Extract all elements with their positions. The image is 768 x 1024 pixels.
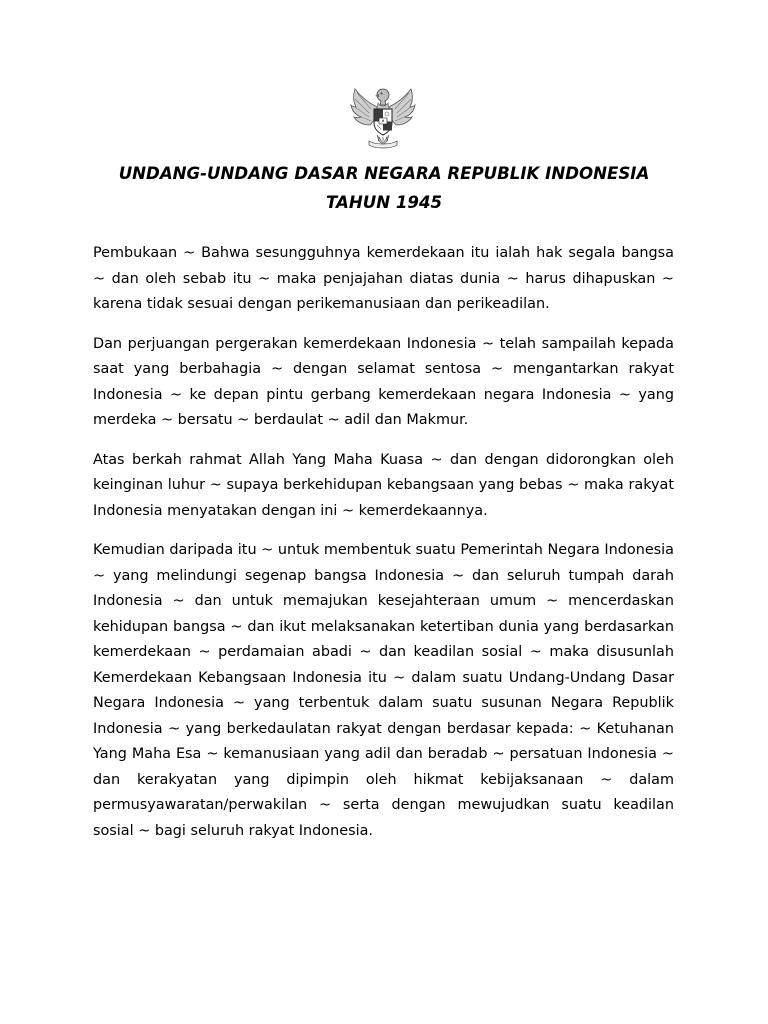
- title-line-2: TAHUN 1945: [325, 193, 443, 212]
- paragraph-preamble-1: Pembukaan ~ Bahwa sesungguhnya kemerdekaan itu ialah hak segala bangsa ~ dan oleh sebab itu ~ maka penjajahan diatas dunia ~ harus dihapuskan ~ karena tidak sesuai dengan perikemanusiaan dan perikeadilan.: [93, 245, 674, 312]
- paragraph-preamble-3: Atas berkah rahmat Allah Yang Maha Kuasa ~ dan dengan didorongkan oleh keinginan luhur ~ supaya berkehidupan kebangsaan yang bebas ~ maka rakyat Indonesia menyatakan dengan ini ~ kemerdekaannya.: [93, 451, 674, 519]
- garuda-emblem-icon: [347, 85, 419, 151]
- title-line-1: UNDANG-UNDANG DASAR NEGARA REPUBLIK INDONESIA: [118, 164, 650, 183]
- document-title: [80, 159, 688, 217]
- paragraph-preamble-4: Kemudian daripada itu ~ untuk membentuk suatu Pemerintah Negara Indonesia ~ yang melindungi segenap bangsa Indonesia ~ dan seluruh tumpah darah Indonesia ~ dan untuk memajukan kesejahteraan umum ~ mencerdaskan kehidupan bangsa ~ dan ikut melaksanakan ketertiban dunia yang berdasarkan kemerdekaan ~ perdamaian abadi ~ dan keadilan sosial ~ maka disusunlah Kemerdekaan Kebangsaan Indonesia itu ~ dalam suatu Undang-Undang Dasar Negara Indonesia ~ yang terbentuk dalam suatu susunan Negara Republik Indonesia ~ yang berkedaulatan rakyat dengan berdasar kepada: ~ Ketuhanan Yang Maha Esa ~ kemanusiaan yang adil dan beradab ~ persatuan Indonesia ~ dan kerakyatan yang dipimpin oleh hikmat kebijaksanaan ~ dalam permusyawaratan/perwakilan ~ serta dengan mewujudkan suatu keadilan sosial ~ bagi seluruh rakyat Indonesia.: [93, 542, 674, 839]
- paragraph-preamble-2: Dan perjuangan pergerakan kemerdekaan Indonesia ~ telah sampailah kepada saat yang berbahagia ~ dengan selamat sentosa ~ mengantarkan rakyat Indonesia ~ ke depan pintu gerbang kemerdekaan negara Indonesia ~ yang merdeka ~ bersatu ~ berdaulat ~ adil dan Makmur.: [93, 335, 674, 428]
- document-body: [93, 241, 674, 858]
